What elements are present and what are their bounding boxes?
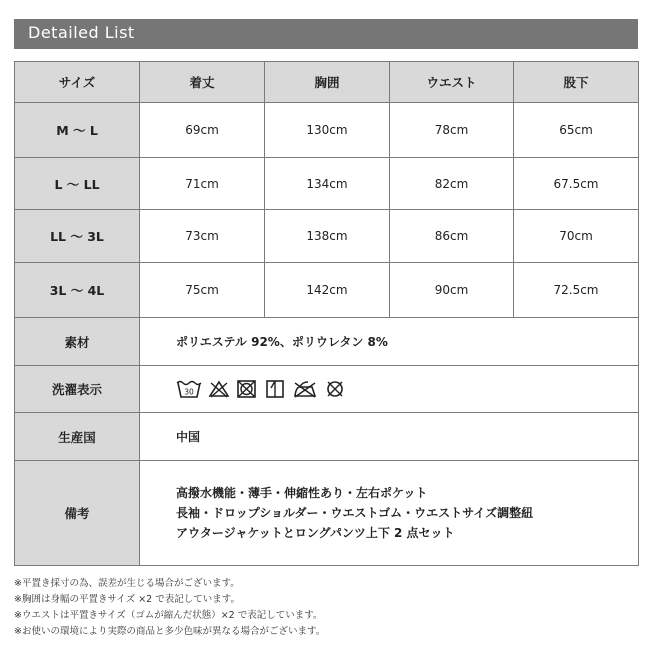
chest-cell: 134cm bbox=[265, 158, 390, 210]
notes-row bbox=[15, 461, 639, 566]
size-label: LL ～ 3L bbox=[15, 210, 140, 263]
footnote: ※胸囲は身幅の平置きサイズ ×2 で表記しています。 bbox=[14, 594, 240, 605]
length-cell: 75cm bbox=[140, 263, 265, 318]
size-label: 3L ～ 4L bbox=[15, 263, 140, 318]
note-line: アウタージャケットとロングパンツ上下 2 点セット bbox=[176, 526, 455, 540]
waist-cell: 78cm bbox=[390, 103, 514, 158]
chest-cell: 138cm bbox=[265, 210, 390, 263]
origin-value: 中国 bbox=[140, 413, 639, 461]
inseam-cell: 67.5cm bbox=[514, 158, 639, 210]
line-dry-icon bbox=[264, 379, 286, 399]
table-row bbox=[15, 103, 639, 158]
material-label: 素材 bbox=[15, 318, 140, 366]
footnotes bbox=[14, 576, 325, 640]
wash-30-icon bbox=[176, 379, 202, 399]
table-row bbox=[15, 210, 639, 263]
origin-row bbox=[15, 413, 639, 461]
waist-cell: 82cm bbox=[390, 158, 514, 210]
inseam-cell: 65cm bbox=[514, 103, 639, 158]
note-line: 長袖・ドロップショルダー・ウエストゴム・ウエストサイズ調整紐 bbox=[176, 506, 534, 520]
spec-table bbox=[14, 61, 639, 566]
note-line: 高撥水機能・薄手・伸縮性あり・左右ポケット bbox=[176, 486, 428, 500]
material-value: ポリエステル 92%、ポリウレタン 8% bbox=[140, 318, 639, 366]
size-label: L ～ LL bbox=[15, 158, 140, 210]
table-row bbox=[15, 158, 639, 210]
care-icons bbox=[176, 377, 638, 401]
chest-cell: 142cm bbox=[265, 263, 390, 318]
notes-label: 備考 bbox=[15, 461, 140, 566]
table-row bbox=[15, 263, 639, 318]
waist-cell: 86cm bbox=[390, 210, 514, 263]
chest-cell: 130cm bbox=[265, 103, 390, 158]
footnote: ※平置き採寸の為、誤差が生じる場合がございます。 bbox=[14, 578, 240, 589]
no-iron-icon bbox=[292, 379, 318, 399]
length-cell: 71cm bbox=[140, 158, 265, 210]
no-bleach-icon bbox=[208, 379, 230, 399]
washing-label: 洗濯表示 bbox=[15, 366, 140, 413]
origin-label: 生産国 bbox=[15, 413, 140, 461]
notes-value bbox=[140, 461, 639, 566]
length-cell: 69cm bbox=[140, 103, 265, 158]
care-icons-cell bbox=[140, 366, 639, 413]
column-header-size: サイズ bbox=[15, 62, 140, 103]
table-header-row bbox=[15, 62, 639, 103]
column-header-length: 着丈 bbox=[140, 62, 265, 103]
inseam-cell: 70cm bbox=[514, 210, 639, 263]
column-header-chest: 胸囲 bbox=[265, 62, 390, 103]
footnote: ※お使いの環境により実際の商品と多少色味が異なる場合がございます。 bbox=[14, 626, 326, 637]
column-header-inseam: 股下 bbox=[514, 62, 639, 103]
material-row bbox=[15, 318, 639, 366]
wash-temp-label: 30 bbox=[184, 387, 194, 397]
waist-cell: 90cm bbox=[390, 263, 514, 318]
washing-row bbox=[15, 366, 639, 413]
footnote: ※ウエストは平置きサイズ（ゴムが縮んだ状態）×2 で表記しています。 bbox=[14, 610, 323, 621]
column-header-waist: ウエスト bbox=[390, 62, 514, 103]
inseam-cell: 72.5cm bbox=[514, 263, 639, 318]
size-label: M ～ L bbox=[15, 103, 140, 158]
section-header bbox=[14, 19, 638, 49]
length-cell: 73cm bbox=[140, 210, 265, 263]
no-dry-clean-icon bbox=[324, 379, 346, 399]
no-tumble-dry-icon bbox=[236, 379, 258, 399]
section-title: Detailed List bbox=[28, 23, 135, 42]
